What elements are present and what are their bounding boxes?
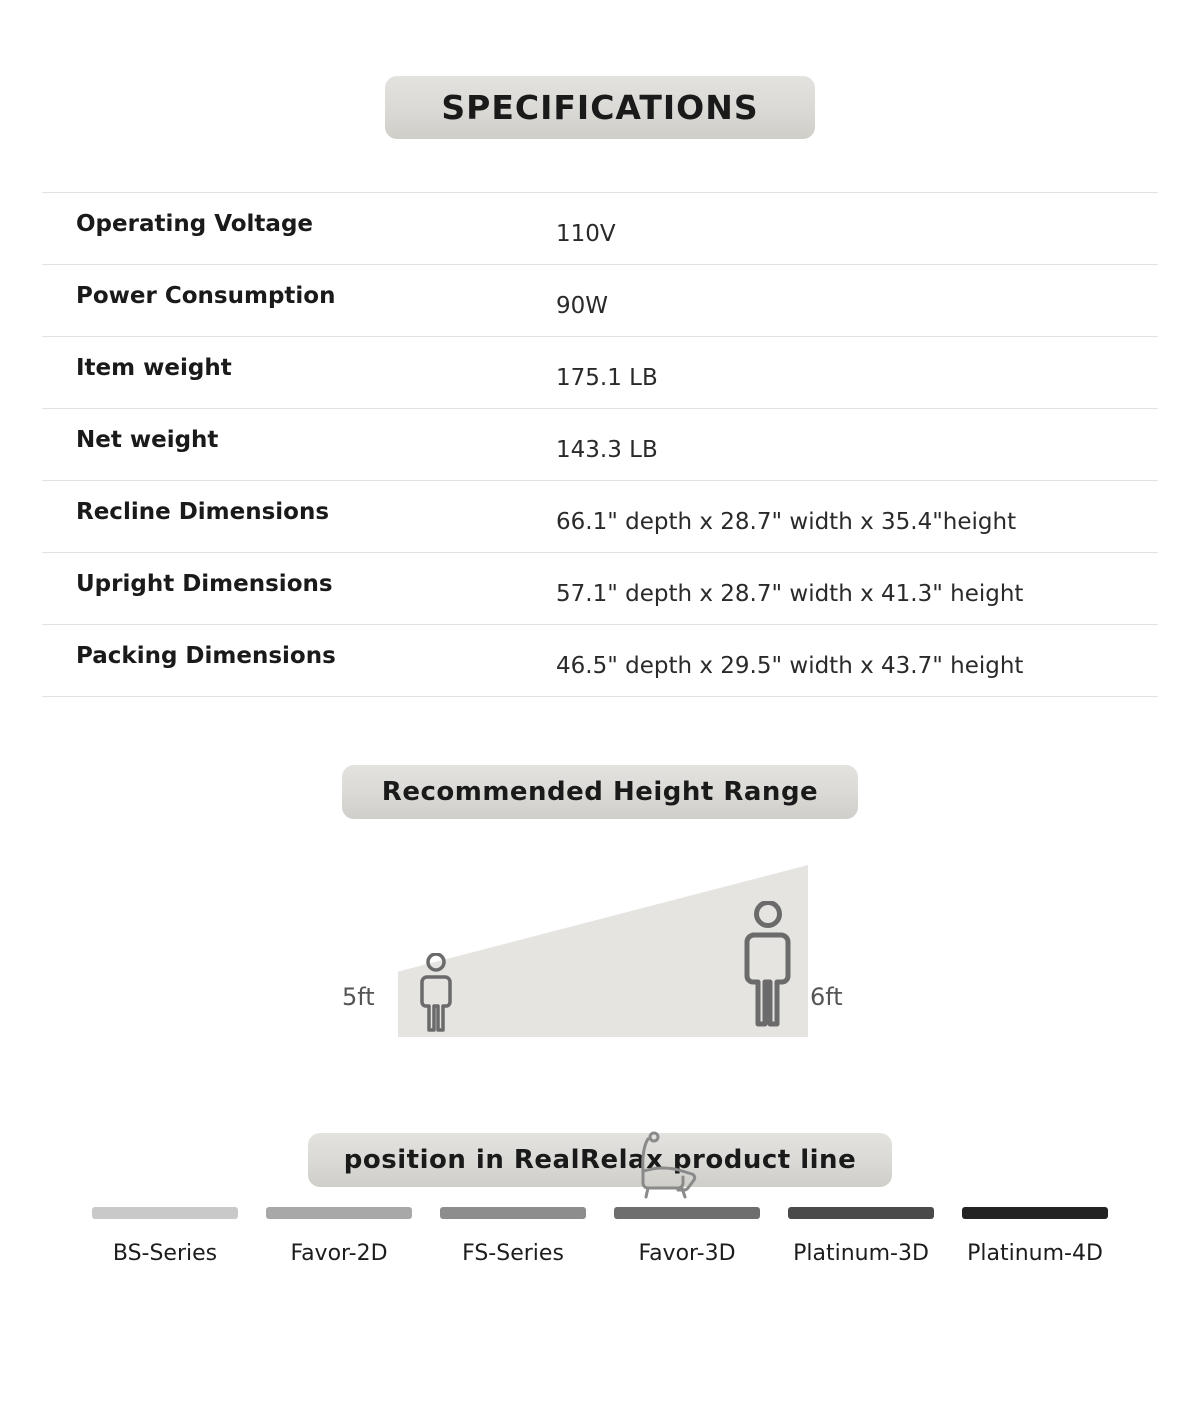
spec-label: Operating Voltage (76, 210, 314, 237)
spec-label: Recline Dimensions (76, 498, 330, 525)
specifications-table (42, 192, 1158, 697)
product-bar (266, 1207, 412, 1219)
product-line-item[interactable] (266, 1207, 412, 1266)
product-label: Platinum-3D (793, 1241, 929, 1266)
table-row (42, 265, 1158, 337)
product-label: Favor-3D (638, 1241, 736, 1266)
table-row (42, 481, 1158, 553)
specifications-header (0, 76, 1200, 139)
product-line-graphic (0, 1207, 1200, 1266)
massage-chair-icon (630, 1131, 704, 1205)
table-row (42, 625, 1158, 697)
spec-label: Packing Dimensions (76, 642, 336, 669)
spec-value: 66.1" depth x 28.7" width x 35.4"height (556, 508, 1017, 535)
height-range-graphic (0, 841, 1200, 1051)
product-label: FS-Series (462, 1241, 564, 1266)
table-row (42, 553, 1158, 625)
product-line-item-highlighted[interactable] (614, 1207, 760, 1266)
table-row (42, 409, 1158, 481)
product-label: BS-Series (112, 1241, 218, 1266)
product-line-item[interactable] (92, 1207, 238, 1266)
spec-label: Net weight (76, 426, 219, 453)
min-height-label: 5ft (342, 983, 375, 1011)
product-bar (962, 1207, 1108, 1219)
table-row (42, 337, 1158, 409)
spec-value: 110V (556, 220, 616, 247)
product-bar (440, 1207, 586, 1219)
product-line-header (0, 1133, 1200, 1187)
spec-label: Power Consumption (76, 282, 336, 309)
max-height-label: 6ft (810, 983, 843, 1011)
spec-value: 175.1 LB (556, 364, 658, 391)
product-bar (92, 1207, 238, 1219)
spec-value: 143.3 LB (556, 436, 658, 463)
height-range-header (0, 765, 1200, 819)
height-range-title: Recommended Height Range (342, 765, 858, 819)
spec-label: Upright Dimensions (76, 570, 333, 597)
product-line-bars (0, 1207, 1200, 1266)
spec-value: 90W (556, 292, 609, 319)
person-large-icon (740, 901, 796, 1037)
product-line-item[interactable] (788, 1207, 934, 1266)
product-bar (788, 1207, 934, 1219)
spec-value: 46.5" depth x 29.5" width x 43.7" height (556, 652, 1024, 679)
product-line-title: position in RealRelax product line (308, 1133, 892, 1187)
product-label: Favor-2D (290, 1241, 388, 1266)
spec-value: 57.1" depth x 28.7" width x 41.3" height (556, 580, 1024, 607)
spec-label: Item weight (76, 354, 232, 381)
table-row (42, 193, 1158, 265)
page-title: SPECIFICATIONS (385, 76, 814, 139)
person-small-icon (416, 953, 456, 1037)
product-line-item[interactable] (440, 1207, 586, 1266)
product-bar (614, 1207, 760, 1219)
product-line-item[interactable] (962, 1207, 1108, 1266)
product-label: Platinum-4D (967, 1241, 1103, 1266)
